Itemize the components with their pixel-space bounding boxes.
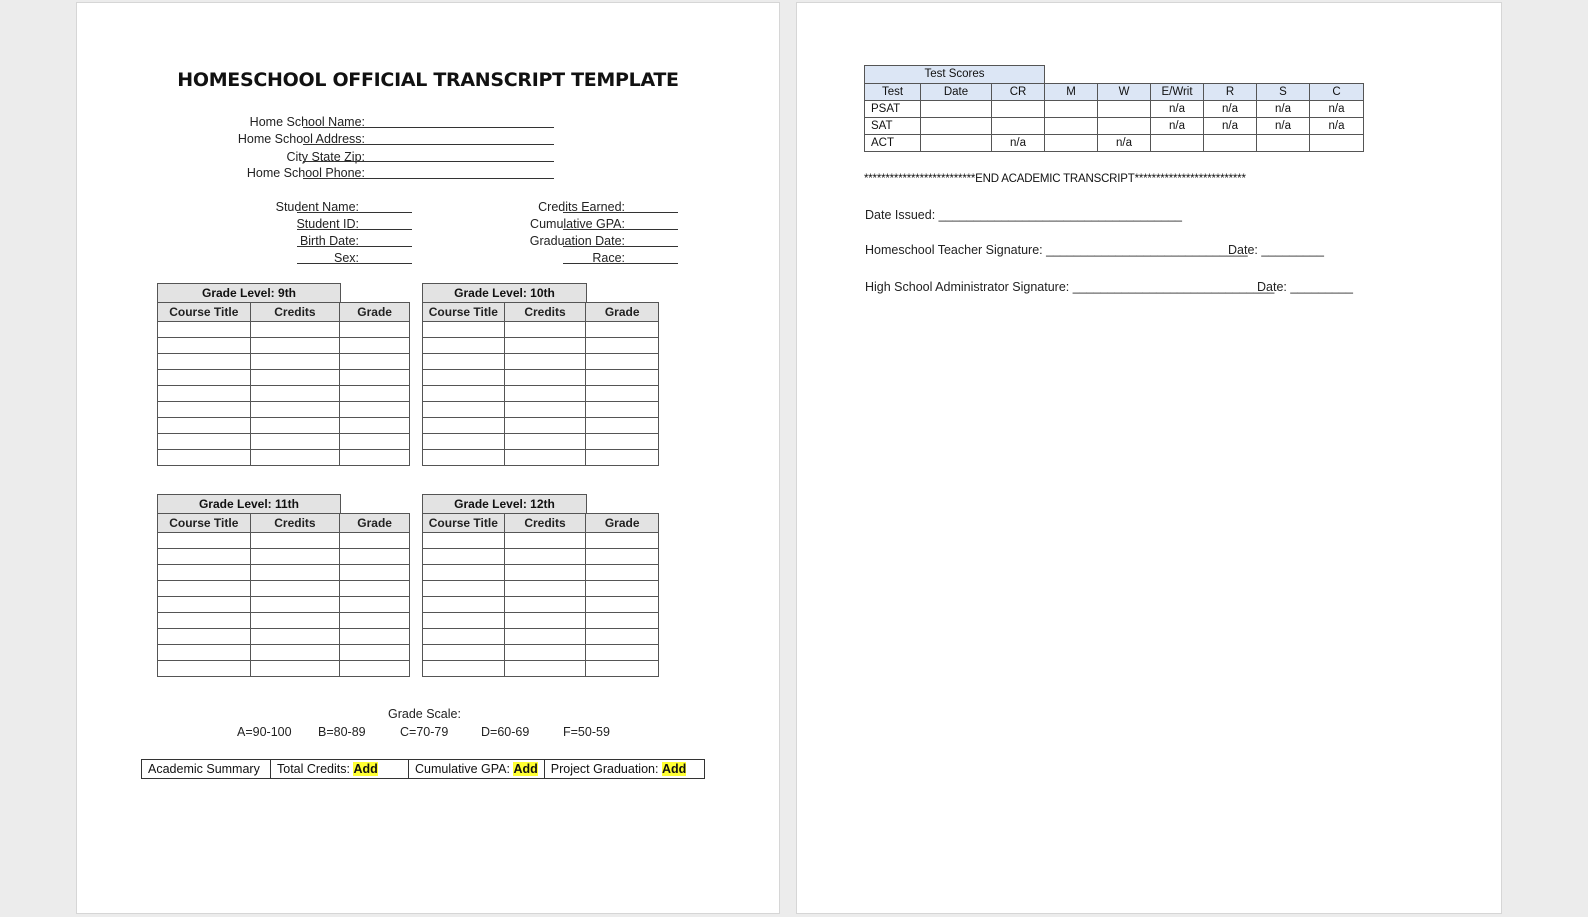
table-cell[interactable]	[340, 434, 410, 450]
table-cell[interactable]	[423, 565, 505, 581]
table-row	[158, 613, 410, 629]
table-row	[423, 354, 659, 370]
table-cell[interactable]	[423, 613, 505, 629]
table-cell[interactable]	[586, 354, 659, 370]
table-cell[interactable]	[586, 322, 659, 338]
table-cell[interactable]	[340, 549, 410, 565]
table-cell[interactable]	[158, 338, 251, 354]
score-cell[interactable]	[1045, 101, 1098, 118]
cumulative-gpa-label: Cumulative GPA:	[530, 217, 625, 231]
score-cell[interactable]	[992, 101, 1045, 118]
test-scores-row	[865, 118, 1364, 135]
table-cell[interactable]	[504, 370, 586, 386]
table-cell[interactable]	[158, 434, 251, 450]
admin-signature-date[interactable]: Date: _________	[1257, 280, 1353, 294]
birth-date-line[interactable]	[297, 246, 412, 247]
score-cell[interactable]	[992, 118, 1045, 135]
table-row	[158, 533, 410, 549]
score-cell[interactable]	[1310, 135, 1364, 152]
grade-scale-d: D=60-69	[481, 725, 530, 739]
table-cell[interactable]	[504, 533, 586, 549]
table-cell[interactable]	[504, 402, 586, 418]
grade-scale-b: B=80-89	[318, 725, 366, 739]
table-cell[interactable]	[340, 533, 410, 549]
table-row	[423, 434, 659, 450]
table-cell[interactable]	[250, 565, 340, 581]
table-row	[423, 629, 659, 645]
table-cell[interactable]	[504, 354, 586, 370]
score-cell[interactable]	[1098, 101, 1151, 118]
test-scores-column-header: CR	[992, 84, 1045, 101]
test-scores-row	[865, 135, 1364, 152]
score-cell[interactable]: n/a	[1257, 101, 1310, 118]
course-title-header: Course Title	[423, 303, 505, 322]
credits-earned-label: Credits Earned:	[538, 200, 625, 214]
table-cell[interactable]	[158, 629, 251, 645]
table-cell[interactable]	[250, 338, 340, 354]
table-cell[interactable]	[423, 661, 505, 677]
project-graduation-label: Project Graduation:	[550, 762, 659, 776]
table-row	[423, 402, 659, 418]
student-name-line[interactable]	[297, 212, 412, 213]
table-cell[interactable]	[586, 402, 659, 418]
grade-table-header-row	[423, 514, 659, 533]
table-cell[interactable]	[423, 533, 505, 549]
table-cell[interactable]	[250, 402, 340, 418]
table-cell[interactable]	[340, 661, 410, 677]
graduation-date-label: Graduation Date:	[529, 234, 625, 248]
table-cell[interactable]	[586, 533, 659, 549]
table-cell[interactable]	[504, 322, 586, 338]
table-cell[interactable]	[250, 533, 340, 549]
table-cell[interactable]	[250, 629, 340, 645]
table-row	[158, 597, 410, 613]
cumulative-gpa-cell	[409, 760, 545, 779]
score-cell[interactable]	[921, 135, 992, 152]
grade-header: Grade	[586, 514, 659, 533]
score-cell[interactable]	[1045, 118, 1098, 135]
birth-date-label: Birth Date:	[299, 234, 359, 248]
score-cell[interactable]: n/a	[1151, 101, 1204, 118]
home-school-name-line[interactable]	[303, 127, 554, 128]
home-school-address-label: Home School Address:	[237, 132, 365, 146]
score-cell[interactable]	[1204, 135, 1257, 152]
grade-header: Grade	[340, 303, 410, 322]
table-cell[interactable]	[340, 581, 410, 597]
table-row	[158, 322, 410, 338]
grade-11-table	[157, 513, 410, 677]
sex-label: Sex:	[333, 251, 359, 265]
course-title-header: Course Title	[423, 514, 505, 533]
score-cell[interactable]: n/a	[992, 135, 1045, 152]
table-cell[interactable]	[423, 581, 505, 597]
test-scores-column-header: W	[1098, 84, 1151, 101]
table-cell[interactable]	[586, 629, 659, 645]
table-cell[interactable]	[504, 549, 586, 565]
table-cell[interactable]	[158, 418, 251, 434]
home-school-phone-line[interactable]	[303, 178, 554, 179]
table-row	[423, 450, 659, 466]
table-cell[interactable]	[586, 338, 659, 354]
score-cell[interactable]: n/a	[1310, 118, 1364, 135]
total-credits-label: Total Credits:	[277, 762, 350, 776]
table-cell[interactable]	[250, 370, 340, 386]
table-cell[interactable]	[340, 354, 410, 370]
student-name-label: Student Name:	[275, 200, 359, 214]
student-id-line[interactable]	[297, 229, 412, 230]
table-cell[interactable]	[586, 549, 659, 565]
table-cell[interactable]	[340, 629, 410, 645]
table-cell[interactable]	[423, 338, 505, 354]
table-row	[423, 322, 659, 338]
grade-10-heading: Grade Level: 10th	[422, 283, 587, 302]
project-graduation-add[interactable]: Add	[661, 762, 687, 776]
table-row	[423, 549, 659, 565]
table-cell[interactable]	[250, 645, 340, 661]
table-row	[423, 533, 659, 549]
table-cell[interactable]	[423, 645, 505, 661]
table-cell[interactable]	[250, 354, 340, 370]
table-cell[interactable]	[158, 565, 251, 581]
score-cell[interactable]	[1045, 135, 1098, 152]
credits-header: Credits	[504, 303, 586, 322]
table-cell[interactable]	[504, 386, 586, 402]
grade-header: Grade	[340, 514, 410, 533]
table-cell[interactable]	[504, 565, 586, 581]
grade-scale-c: C=70-79	[400, 725, 449, 739]
table-cell[interactable]	[504, 629, 586, 645]
home-school-name-label: Home School Name:	[249, 115, 365, 129]
table-cell[interactable]	[504, 597, 586, 613]
table-cell[interactable]	[586, 597, 659, 613]
table-row	[158, 629, 410, 645]
table-cell[interactable]	[340, 613, 410, 629]
score-cell[interactable]: n/a	[1257, 118, 1310, 135]
table-cell[interactable]	[340, 450, 410, 466]
table-cell[interactable]	[340, 565, 410, 581]
city-state-zip-line[interactable]	[303, 161, 554, 162]
table-cell[interactable]	[504, 645, 586, 661]
summary-gpa-label: Cumulative GPA:	[415, 762, 510, 776]
cumulative-gpa-line[interactable]	[563, 229, 678, 230]
table-cell[interactable]	[340, 386, 410, 402]
credits-header: Credits	[250, 514, 340, 533]
table-row	[158, 549, 410, 565]
teacher-signature-date[interactable]: Date: _________	[1228, 243, 1324, 257]
course-title-header: Course Title	[158, 514, 251, 533]
table-cell[interactable]	[504, 613, 586, 629]
table-row	[423, 597, 659, 613]
test-name-cell: PSAT	[865, 101, 921, 118]
table-cell[interactable]	[158, 322, 251, 338]
table-cell[interactable]	[250, 597, 340, 613]
table-row	[158, 434, 410, 450]
table-cell[interactable]	[340, 418, 410, 434]
grade-11-heading: Grade Level: 11th	[157, 494, 341, 513]
academic-summary-table	[141, 759, 705, 779]
academic-summary-label: Academic Summary	[142, 760, 271, 779]
table-cell[interactable]	[586, 581, 659, 597]
table-cell[interactable]	[423, 629, 505, 645]
table-cell[interactable]	[423, 597, 505, 613]
transcript-page-1	[76, 2, 780, 914]
table-cell[interactable]	[423, 386, 505, 402]
table-row	[158, 338, 410, 354]
table-cell[interactable]	[586, 565, 659, 581]
score-cell[interactable]: n/a	[1310, 101, 1364, 118]
score-cell[interactable]: n/a	[1098, 135, 1151, 152]
table-cell[interactable]	[586, 370, 659, 386]
grade-table-header-row	[158, 303, 410, 322]
table-cell[interactable]	[586, 661, 659, 677]
grade-table-header-row	[158, 514, 410, 533]
table-cell[interactable]	[340, 597, 410, 613]
test-scores-column-header: M	[1045, 84, 1098, 101]
total-credits-add[interactable]: Add	[353, 762, 378, 776]
table-row	[158, 354, 410, 370]
grade-table-header-row	[423, 303, 659, 322]
test-scores-row	[865, 101, 1364, 118]
test-scores-column-header: R	[1204, 84, 1257, 101]
table-cell[interactable]	[504, 661, 586, 677]
table-cell[interactable]	[158, 581, 251, 597]
transcript-page-2	[796, 2, 1502, 914]
table-row	[158, 645, 410, 661]
table-cell[interactable]	[504, 450, 586, 466]
graduation-date-line[interactable]	[563, 246, 678, 247]
test-scores-column-header: S	[1257, 84, 1310, 101]
grade-scale-title: Grade Scale:	[388, 707, 461, 721]
table-row	[423, 565, 659, 581]
test-scores-column-header: Test	[865, 84, 921, 101]
table-cell[interactable]	[158, 645, 251, 661]
table-cell[interactable]	[423, 418, 505, 434]
table-row	[158, 565, 410, 581]
test-name-cell: ACT	[865, 135, 921, 152]
grade-10-table	[422, 302, 659, 466]
home-school-address-line[interactable]	[303, 144, 554, 145]
test-name-cell: SAT	[865, 118, 921, 135]
table-cell[interactable]	[340, 402, 410, 418]
table-row	[423, 386, 659, 402]
grade-scale-f: F=50-59	[563, 725, 610, 739]
table-cell[interactable]	[158, 613, 251, 629]
table-cell[interactable]	[586, 386, 659, 402]
table-cell[interactable]	[504, 434, 586, 450]
score-cell[interactable]	[1098, 118, 1151, 135]
table-cell[interactable]	[250, 549, 340, 565]
table-cell[interactable]	[158, 597, 251, 613]
table-row	[423, 418, 659, 434]
table-row	[423, 370, 659, 386]
grade-12-heading: Grade Level: 12th	[422, 494, 587, 513]
table-row	[158, 450, 410, 466]
table-cell[interactable]	[250, 434, 340, 450]
table-row	[158, 402, 410, 418]
table-cell[interactable]	[158, 533, 251, 549]
table-cell[interactable]	[423, 434, 505, 450]
credits-header: Credits	[504, 514, 586, 533]
table-cell[interactable]	[423, 322, 505, 338]
credits-header: Credits	[250, 303, 340, 322]
table-cell[interactable]	[423, 354, 505, 370]
cumulative-gpa-add[interactable]: Add	[513, 762, 538, 776]
score-cell[interactable]: n/a	[1151, 118, 1204, 135]
grade-scale-a: A=90-100	[237, 725, 292, 739]
page-title: HOMESCHOOL OFFICIAL TRANSCRIPT TEMPLATE	[177, 69, 679, 91]
table-cell[interactable]	[586, 450, 659, 466]
table-cell[interactable]	[158, 386, 251, 402]
admin-signature[interactable]: High School Administrator Signature: _____________________________	[865, 280, 1275, 294]
test-scores-column-header: C	[1310, 84, 1364, 101]
table-cell[interactable]	[250, 386, 340, 402]
table-cell[interactable]	[423, 370, 505, 386]
table-cell[interactable]	[158, 661, 251, 677]
home-school-phone-label: Home School Phone:	[246, 166, 365, 180]
table-cell[interactable]	[158, 450, 251, 466]
table-cell[interactable]	[250, 418, 340, 434]
table-cell[interactable]	[250, 613, 340, 629]
grade-9-heading: Grade Level: 9th	[157, 283, 341, 302]
table-cell[interactable]	[158, 402, 251, 418]
score-cell[interactable]: n/a	[1204, 101, 1257, 118]
grade-12-table	[422, 513, 659, 677]
grade-header: Grade	[586, 303, 659, 322]
table-cell[interactable]	[158, 354, 251, 370]
test-scores-column-header: E/Writ	[1151, 84, 1204, 101]
table-cell[interactable]	[586, 613, 659, 629]
city-state-zip-label: City State Zip:	[286, 150, 365, 164]
table-cell[interactable]	[586, 645, 659, 661]
table-cell[interactable]	[504, 418, 586, 434]
table-cell[interactable]	[250, 581, 340, 597]
table-row	[158, 581, 410, 597]
grade-9-table	[157, 302, 410, 466]
table-cell[interactable]	[340, 645, 410, 661]
credits-earned-line[interactable]	[563, 212, 678, 213]
table-cell[interactable]	[423, 450, 505, 466]
test-scores-title: Test Scores	[864, 65, 1045, 83]
table-cell[interactable]	[340, 338, 410, 354]
end-transcript-line: **************************END ACADEMIC TRANSCRIPT**************************	[864, 173, 1246, 185]
table-cell[interactable]	[158, 370, 251, 386]
table-row	[423, 645, 659, 661]
table-row	[423, 613, 659, 629]
student-id-label: Student ID:	[296, 217, 359, 231]
table-row	[423, 338, 659, 354]
table-cell[interactable]	[158, 549, 251, 565]
test-scores-table	[864, 83, 1364, 152]
course-title-header: Course Title	[158, 303, 251, 322]
table-cell[interactable]	[250, 322, 340, 338]
table-cell[interactable]	[423, 402, 505, 418]
table-cell[interactable]	[504, 338, 586, 354]
score-cell[interactable]	[1151, 135, 1204, 152]
table-cell[interactable]	[340, 370, 410, 386]
table-row	[158, 418, 410, 434]
score-cell[interactable]: n/a	[1204, 118, 1257, 135]
table-row	[158, 370, 410, 386]
table-cell[interactable]	[423, 549, 505, 565]
table-cell[interactable]	[586, 434, 659, 450]
teacher-signature[interactable]: Homeschool Teacher Signature: _____________________________	[865, 243, 1248, 257]
table-row	[158, 661, 410, 677]
table-cell[interactable]	[586, 418, 659, 434]
project-graduation-cell	[544, 760, 704, 779]
test-scores-header-row	[865, 84, 1364, 101]
table-cell[interactable]	[504, 581, 586, 597]
date-issued[interactable]: Date Issued: ___________________________________	[865, 208, 1182, 222]
test-scores-column-header: Date	[921, 84, 992, 101]
table-row	[423, 661, 659, 677]
table-row	[423, 581, 659, 597]
sex-line[interactable]	[297, 263, 412, 264]
race-line[interactable]	[563, 263, 678, 264]
total-credits-cell	[271, 760, 409, 779]
table-cell[interactable]	[250, 661, 340, 677]
score-cell[interactable]	[921, 118, 992, 135]
table-cell[interactable]	[250, 450, 340, 466]
table-cell[interactable]	[340, 322, 410, 338]
score-cell[interactable]	[921, 101, 992, 118]
score-cell[interactable]	[1257, 135, 1310, 152]
table-row	[158, 386, 410, 402]
race-label: Race:	[592, 251, 625, 265]
